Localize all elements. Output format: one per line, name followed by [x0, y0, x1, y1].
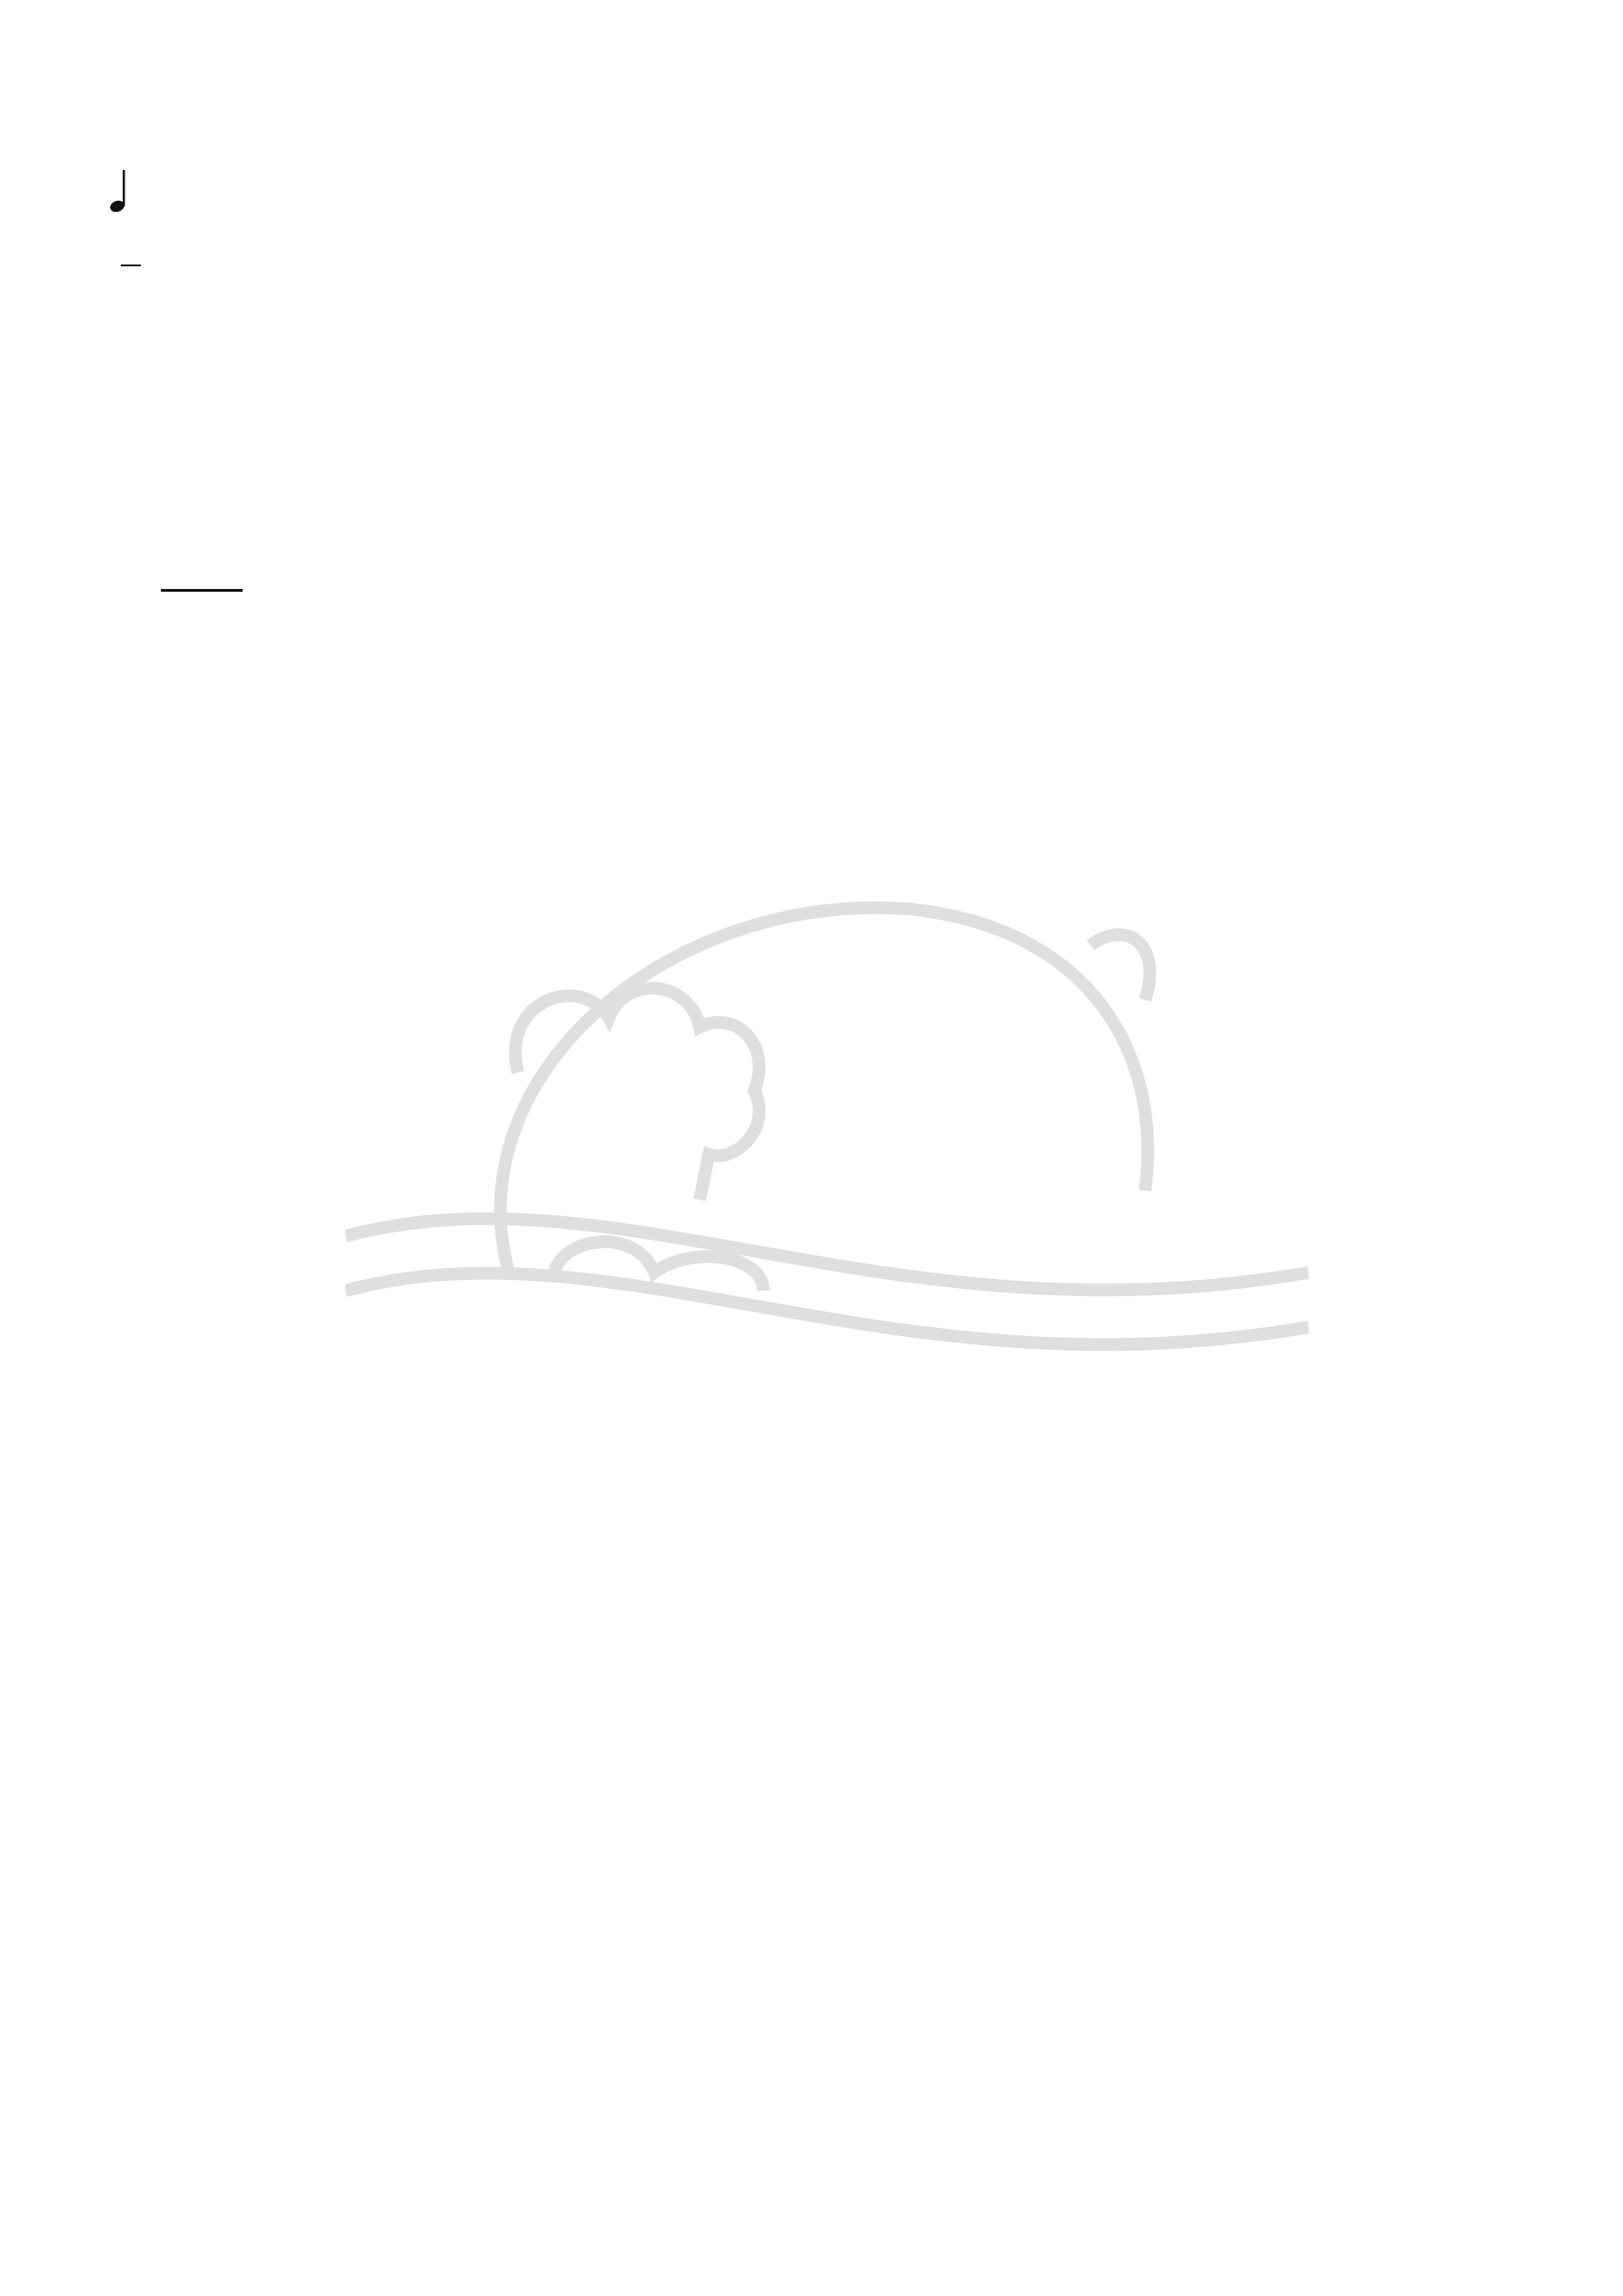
time-signature [121, 264, 141, 267]
tempo-marking [109, 168, 138, 214]
quarter-note-icon [109, 168, 133, 214]
key-signature [105, 264, 157, 267]
sheep-watermark-icon [345, 891, 1309, 1363]
underline [161, 589, 243, 592]
